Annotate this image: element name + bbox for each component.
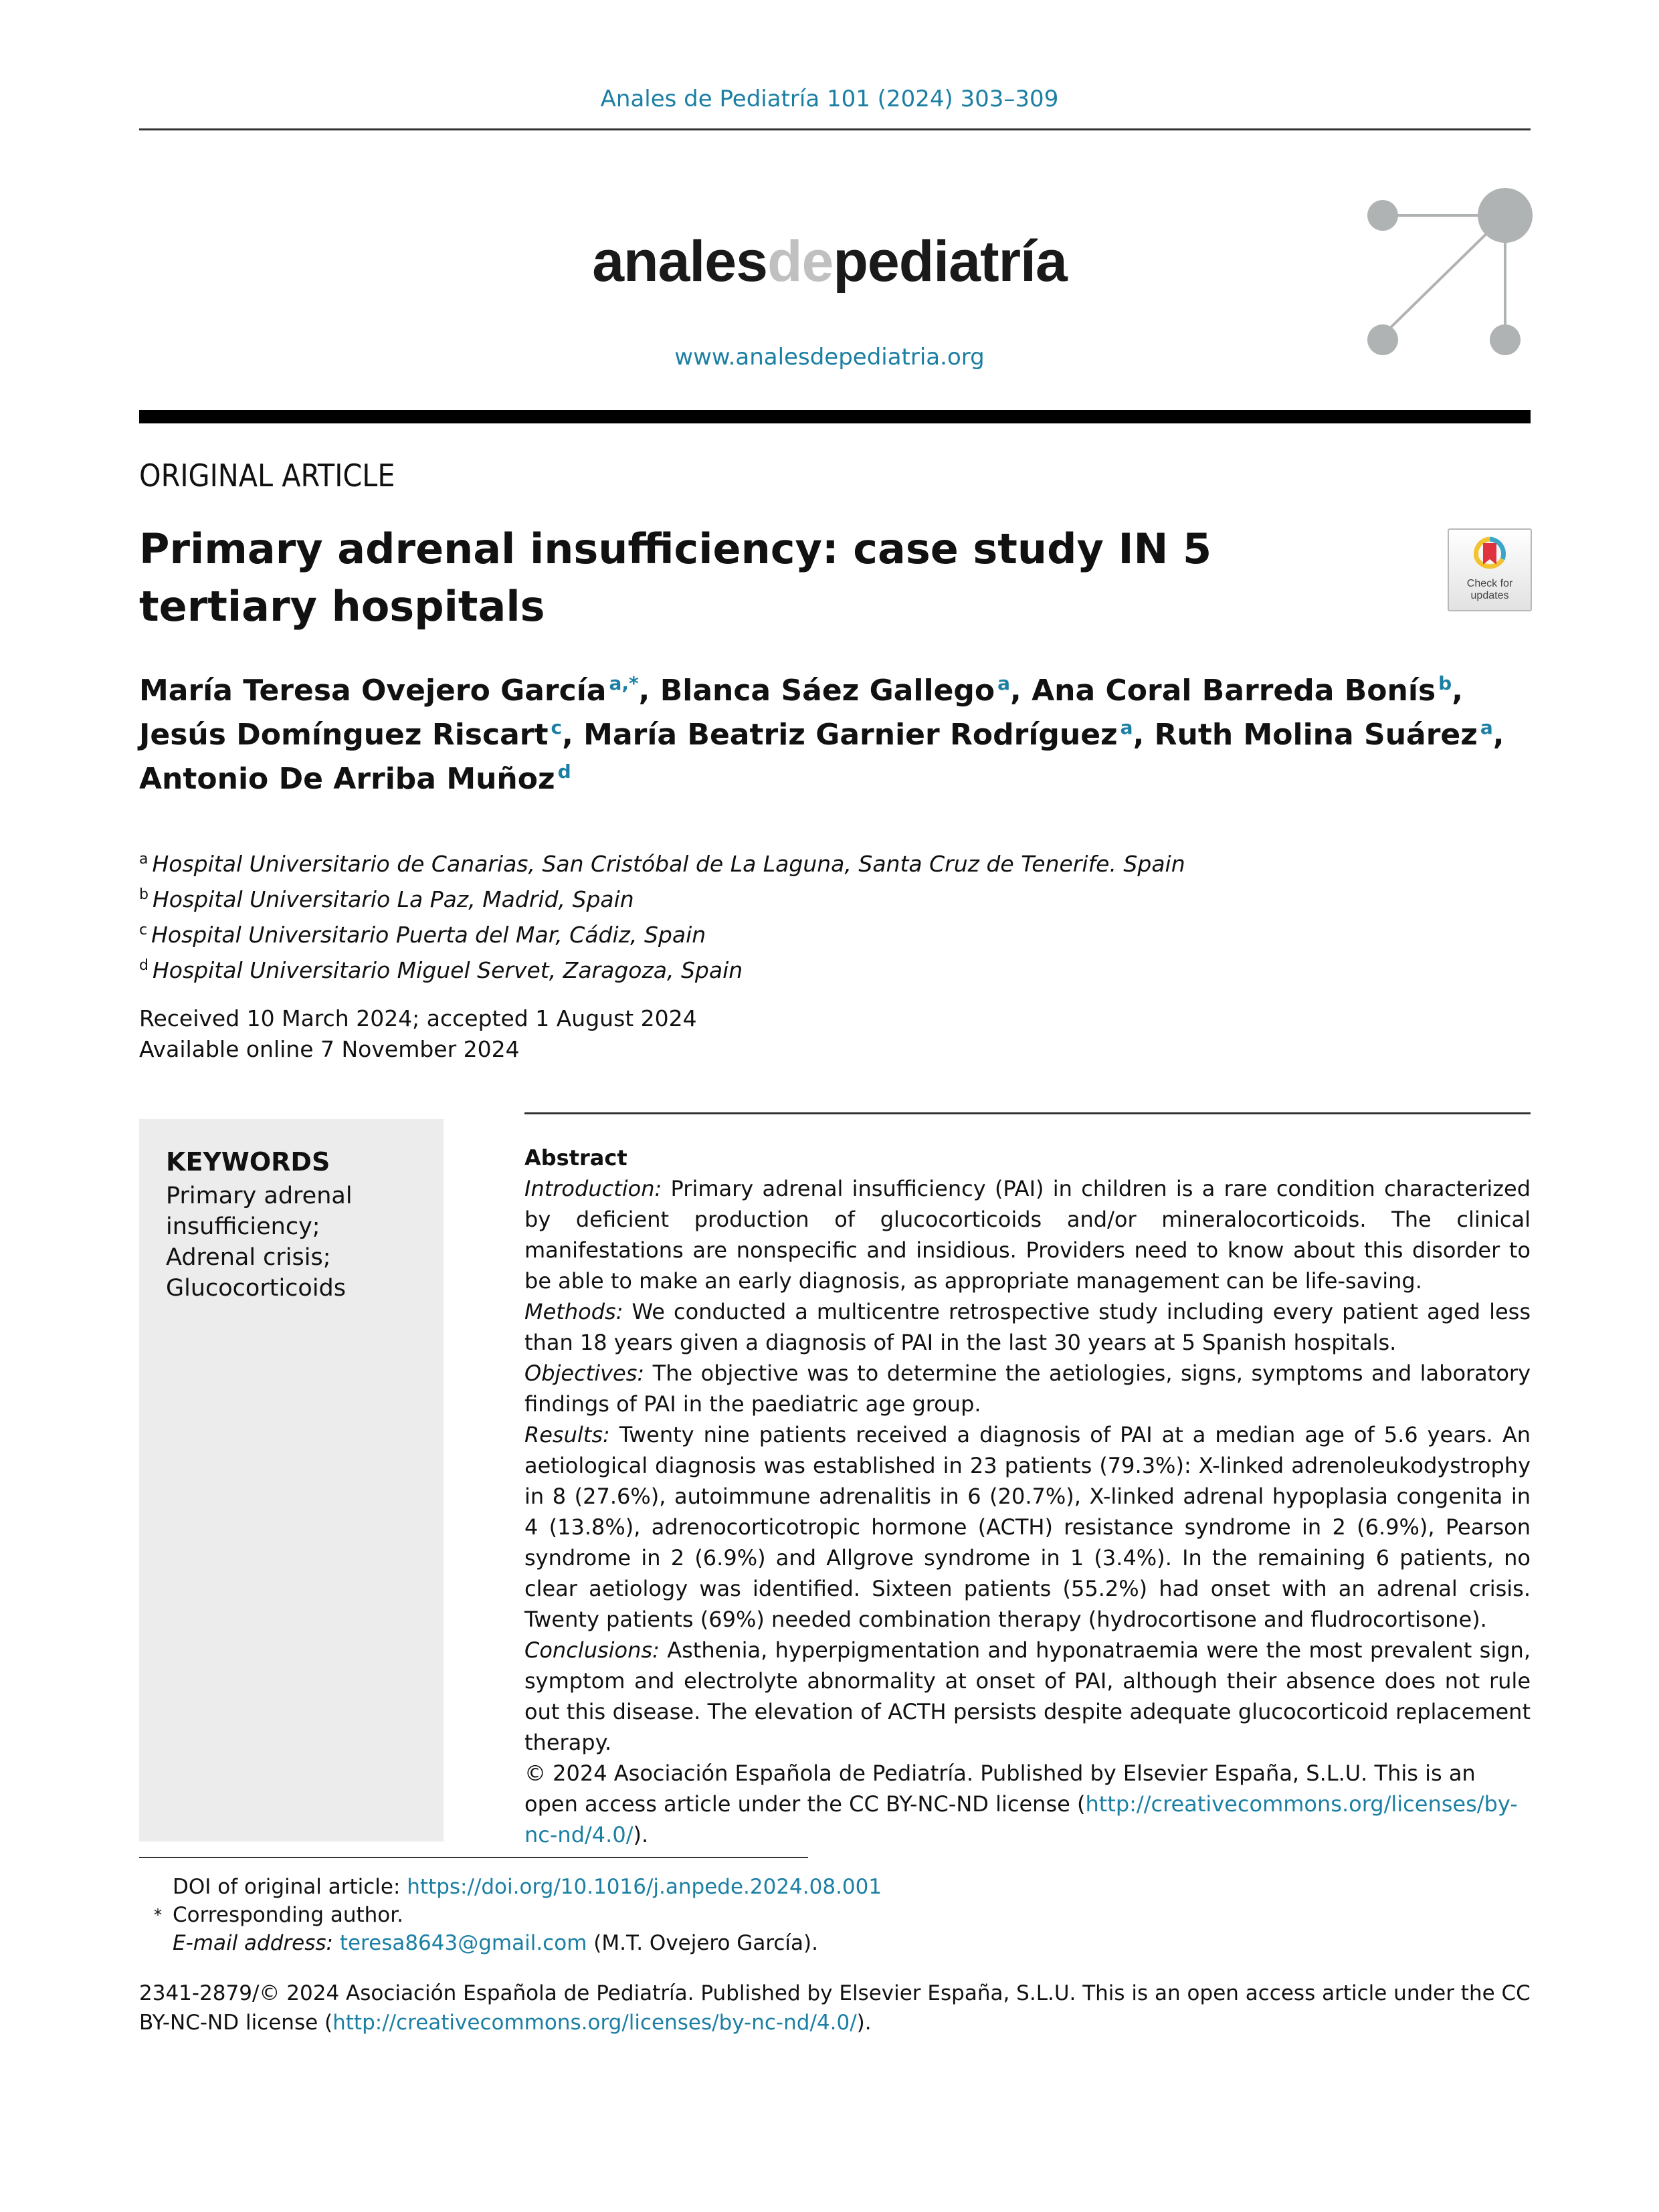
author-list: María Teresa Ovejero García $^{a,*}$, Blanca Sáez Gallego $^a$, Ana Coral Barreda Bonís $^b$, Jesús Domínguez Riscart $^c$, María Beatriz Garnier Rodríguez $^a$, Ruth Molina Suárez $^a$, Antonio De Arriba Muñoz $^d$ (139, 672, 1504, 796)
affiliations (139, 844, 1185, 986)
abstract (524, 1142, 1531, 1850)
keyword-item[interactable]: Glucocorticoids (166, 1275, 347, 1302)
abstract-results: Results: Twenty nine patients received a diagnosis of PAI at a median age of 5.6 years. An aetiological diagnosis was established in 23 patients (79.3%): X-linked adrenoleukodystrophy in 8 (27.6%), autoimmune adrenalitis in 6 (20.7%), X-linked adrenal hypoplasia congenita in 4 (13.8%), adrenocorticotropic hormone (ACTH) resistance syndrome in 2 (6.9%), Pearson syndrome in 2 (6.9%) and Allgrove syndrome in 1 (3.4%). In the remaining 6 patients, no clear aetiology was identified. Sixteen patients (55.2%) had onset with an adrenal crisis. Twenty patients (69%) needed combination therapy (hydrocortisone and fludrocortisone). (524, 1422, 1531, 1632)
check-updates-icon (1473, 535, 1506, 577)
logo-part-pediatria: pediatría (833, 229, 1067, 294)
author-affiliation-mark[interactable]: a (1120, 716, 1133, 739)
top-rule (139, 128, 1531, 130)
footnote-rule (139, 1857, 808, 1858)
abstract-introduction: Introduction: Primary adrenal insufficiency (PAI) in children is a rare condition characterized by deficient production of glucocorticoids and/or mineralocorticoids. The clinical manifestations are nonspecific and insidious. Providers need to know about this disorder to be able to make an early diagnosis, as appropriate management can be life-saving. (524, 1176, 1531, 1294)
article-dates (139, 1003, 697, 1065)
asterisk-mark: * (154, 1906, 162, 1924)
abstract-conclusions: Conclusions: Asthenia, hyperpigmentation and hyponatraemia were the most prevalent sign, symptom and electrolyte abnormality at onset of PAI, although their absence does not rule out this disease. The elevation of ACTH persists despite adequate glucocorticoid replacement therapy. (524, 1637, 1531, 1755)
bottom-license: 2341-2879/© 2024 Asociación Española de Pediatría. Published by Elsevier España, S.L.U. This is an open access article under the CC BY-NC-ND license (http://creativecommons.org/licenses/by-nc-nd/4.0/). (139, 1981, 1531, 2035)
network-nodes-icon (1351, 181, 1552, 361)
keywords-title: KEYWORDS (166, 1147, 330, 1177)
received-accepted-date: Received 10 March 2024; accepted 1 August 2024 (139, 1005, 697, 1031)
footnotes (139, 1873, 882, 1957)
author-affiliation-mark[interactable]: c (551, 716, 563, 739)
running-head[interactable]: Anales de Pediatría 101 (2024) 303–309 (600, 86, 1059, 112)
keywords-list (166, 1181, 367, 1304)
author-affiliation-mark[interactable]: b (1438, 672, 1452, 695)
affiliation-item: $^a$ Hospital Universitario de Canarias, San Cristóbal de La Laguna, Santa Cruz de Tenerife. Spain (139, 851, 1185, 877)
check-updates-label: Check for updates (1466, 578, 1513, 601)
header-thick-rule (139, 410, 1531, 423)
keyword-item[interactable]: Adrenal crisis; (166, 1244, 331, 1271)
author-affiliation-mark[interactable]: a,* (609, 672, 639, 695)
affiliation-item: $^b$ Hospital Universitario La Paz, Madrid, Spain (139, 886, 634, 912)
logo-part-anales: anales (592, 229, 767, 294)
check-for-updates-button[interactable] (1448, 528, 1532, 611)
author-affiliation-mark[interactable]: a (997, 672, 1011, 695)
abstract-objectives: Objectives: The objective was to determine the aetiologies, signs, symptoms and laboratory findings of PAI in the paediatric age group. (524, 1361, 1531, 1417)
author-affiliation-mark[interactable]: a (1480, 716, 1493, 739)
keywords-box (139, 1119, 444, 1841)
keyword-item[interactable]: Primary adrenal insufficiency; (166, 1183, 353, 1240)
affiliation-item: $^d$ Hospital Universitario Miguel Servet, Zaragoza, Spain (139, 957, 743, 983)
bottom-license-link[interactable]: http://creativecommons.org/licenses/by-nc-nd/4.0/ (332, 2011, 857, 2035)
affiliation-item: $^c$ Hospital Universitario Puerta del Mar, Cádiz, Spain (139, 922, 706, 948)
abstract-copyright: © 2024 Asociación Española de Pediatría. Published by Elsevier España, S.L.U. This is an open access article under the CC BY-NC-ND license (http://creativecommons.org/licenses/by-nc-nd/4.0/). (524, 1761, 1518, 1847)
logo-part-de: de (767, 229, 834, 294)
author[interactable]: Ana Coral Barreda Bonís $^b$ (1032, 672, 1452, 708)
author[interactable]: Ruth Molina Suárez $^a$ (1154, 716, 1493, 752)
email-link[interactable]: teresa8643@gmail.com (339, 1931, 587, 1955)
online-date: Available online 7 November 2024 (139, 1036, 520, 1062)
author[interactable]: Antonio De Arriba Muñoz $^d$ (139, 761, 571, 796)
abstract-methods: Methods: We conducted a multicentre retrospective study including every patient aged less than 18 years given a diagnosis of PAI in the last 30 years at 5 Spanish hospitals. (524, 1299, 1531, 1355)
journal-site-link[interactable]: www.analesdepediatria.org (674, 344, 985, 371)
article-title: Primary adrenal insufficiency: case study IN 5 tertiary hospitals (139, 524, 1212, 631)
abstract-heading: Abstract (524, 1145, 627, 1171)
corresponding-footnote: * Corresponding author. (139, 1901, 882, 1929)
author[interactable]: Jesús Domínguez Riscart $^c$ (139, 716, 563, 752)
abstract-rule (524, 1112, 1531, 1114)
author[interactable]: Blanca Sáez Gallego $^a$ (660, 672, 1011, 708)
author[interactable]: María Teresa Ovejero García $^{a,*}$ (139, 672, 639, 708)
author-affiliation-mark[interactable]: d (557, 761, 571, 783)
article-type: ORIGINAL ARTICLE (139, 458, 395, 494)
author[interactable]: María Beatriz Garnier Rodríguez $^a$ (583, 716, 1133, 752)
license-link[interactable]: http://creativecommons.org/licenses/by-nc-nd/4.0/ (524, 1791, 1518, 1847)
email-footnote: E-mail address: teresa8643@gmail.com (M.T. Ovejero García). (173, 1931, 818, 1955)
doi-footnote: DOI of original article: https://doi.org/10.1016/j.anpede.2024.08.001 (173, 1875, 882, 1899)
doi-link[interactable]: https://doi.org/10.1016/j.anpede.2024.08.001 (407, 1875, 882, 1899)
